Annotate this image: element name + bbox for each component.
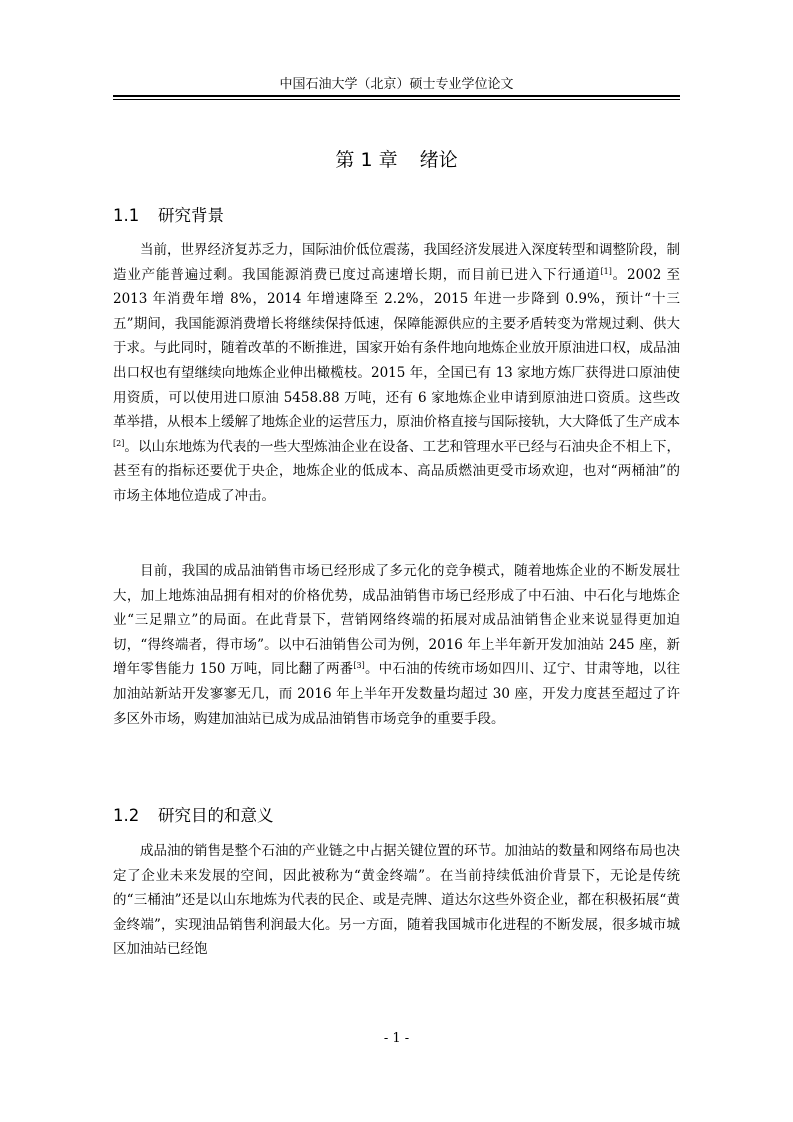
paragraph-purpose-1: 成品油的销售是整个石油的产业链之中占据关键位置的环节。加油站的数量和网络布局也决定了企业未来发展的空间，因此被称为“黄金终端”。在当前持续低油价背景下，无论是传统的“三桶油”还是以山东地炼为代表的民企、或是壳牌、道达尔这些外资企业，都在积极拓展“黄金终端”，实现油品销售利润最大化。另一方面，随着我国城市化进程的不断发展，很多城市城区加油站已经饱 [113,843,680,958]
section-number: 1.2 [113,806,140,825]
chapter-heading [113,146,680,174]
chapter-title: 绪论 [419,149,458,171]
section-number: 1.1 [113,206,140,225]
header-rule-thick [113,95,680,97]
header-rule-thin [113,99,680,100]
section-heading-1-1 [113,204,224,228]
running-header: 中国石油大学（北京）硕士专业学位论文 [279,77,514,92]
section-heading-1-2 [113,804,274,828]
paragraph-background-1: 当前，世界经济复苏乏力，国际油价低位震荡，我国经济发展进入深度转型和调整阶段，制造业产能普遍过剩。我国能源消费已度过高速增长期，而目前已进入下行通道[1]。2002 至 2013 年消费年增 8%，2014 年增速降至 2.2%，2015 年进一步降到 0.9%，预计“十三五”期间，我国能源消费增长将继续保持低速，保障能源供应的主要矛盾转变为常规过剩、供大于求。与此同时，随着改革的不断推进，国家开始有条件地向地炼企业放开原油进口权，成品油出口权也有望继续向地炼企业伸出橄榄枝。2015 年，全国已有 13 家地方炼厂获得进口原油使用资质，可以使用进口原油 5458.88 万吨，还有 6 家地炼企业申请到原油进口资质。这些改革举措，从根本上缓解了地炼企业的运营压力，原油价格直接与国际接轨，大大降低了生产成本[2]。以山东地炼为代表的一些大型炼油企业在设备、工艺和管理水平已经与石油央企不相上下，甚至有的指标还要优于央企，地炼企业的低成本、高品质燃油更受市场欢迎，也对“两桶油”的市场主体地位造成了冲击。 [113,242,681,504]
paragraph-background-2: 目前，我国的成品油销售市场已经形成了多元化的竞争模式，随着地炼企业的不断发展壮大，加上地炼油品拥有相对的价格优势，成品油销售市场已经形成了中石油、中石化与地炼企业“三足鼎立”的局面。在此背景下，营销网络终端的拓展对成品油销售企业来说显得更加迫切，“得终端者，得市场”。以中石油销售公司为例，2016 年上半年新开发加油站 245 座，新增年零售能力 150 万吨，同比翻了两番[3]。中石油的传统市场如四川、辽宁、甘肃等地，以往加油站新站开发寥寥无几，而 2016 年上半年开发数量均超过 30 座，开发力度甚至超过了许多区外市场，购建加油站已成为成品油销售市场竞争的重要手段。 [113,563,681,727]
section-title: 研究背景 [158,206,224,225]
citation-ref: [3] [353,661,365,671]
page-number: - 1 - [383,1031,410,1046]
citation-ref: [1] [600,266,612,276]
citation-ref: [2] [113,438,125,448]
section-title: 研究目的和意义 [158,806,274,825]
chapter-number: 第 1 章 [335,149,398,171]
